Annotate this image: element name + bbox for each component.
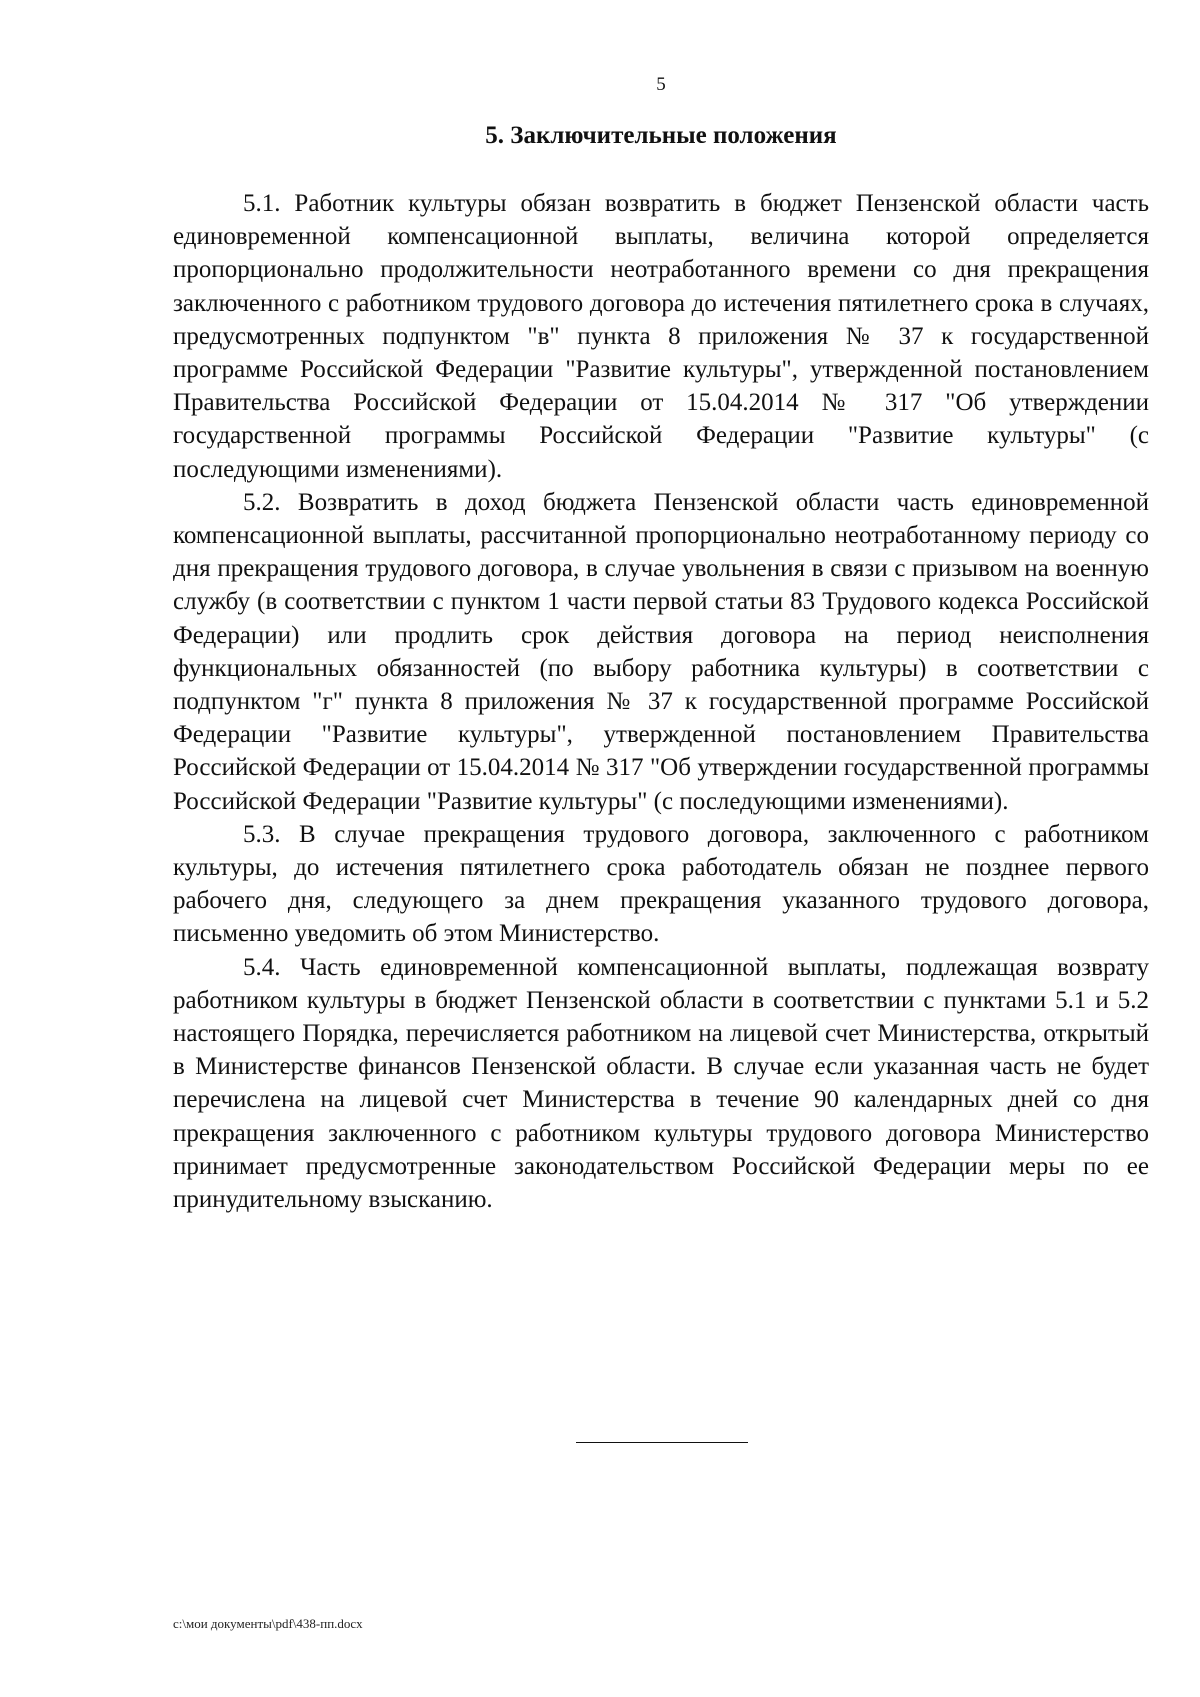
paragraph-5-4: 5.4. Часть единовременной компенсационной выплаты, подлежащая возврату работником культуры в бюджет Пензенской области в соответствии с пунктами 5.1 и 5.2 настоящего Порядка, перечисляется работником на лицевой счет Министерства, открытый в Министерстве финансов Пензенской области. В случае если указанная часть не будет перечислена на лицевой счет Министерства в течение 90 календарных дней со дня прекращения заключенного с работником культуры трудового договора Министерство принимает предусмотренные законодательством Российской Федерации меры по ее принудительному взысканию. <box>173 953 1149 1214</box>
page-number: 5 <box>656 74 666 95</box>
section-title: 5. Заключительные положения <box>485 122 837 149</box>
end-of-document-rule <box>576 1442 748 1443</box>
paragraph-5-1: 5.1. Работник культуры обязан возвратить в бюджет Пензенской области часть единовременной компенсационной выплаты, величина которой определяется пропорционально продолжительности неотработанного времени со дня прекращения заключенного с работником трудового договора до истечения пятилетнего срока в случаях, предусмотренных подпунктом "в" пункта 8 приложения № 37 к государственной программе Российской Федерации "Развитие культуры", утвержденной постановлением Правительства Российской Федерации от 15.04.2014 № 317 "Об утверждении государственной программы Российской Федерации "Развитие культуры" (с последующими изменениями). <box>173 190 1149 483</box>
paragraph-5-3: 5.3. В случае прекращения трудового договора, заключенного с работником культуры, до истечения пятилетнего срока работодатель обязан не позднее первого рабочего дня, следующего за днем прекращения указанного трудового договора, письменно уведомить об этом Министерство. <box>173 820 1149 948</box>
document-body <box>173 187 1149 1216</box>
paragraph-5-2: 5.2. Возвратить в доход бюджета Пензенской области часть единовременной компенсационной выплаты, рассчитанной пропорционально неотработанному периоду со дня прекращения трудового договора, в случае увольнения в связи с призывом на военную службу (в соответствии с пунктом 1 части первой статьи 83 Трудового кодекса Российской Федерации) или продлить срок действия договора на период неисполнения функциональных обязанностей (по выбору работника культуры) в соответствии с подпунктом "г" пункта 8 приложения № 37 к государственной программе Российской Федерации "Развитие культуры", утвержденной постановлением Правительства Российской Федерации от 15.04.2014 № 317 "Об утверждении государственной программы Российской Федерации "Развитие культуры" (с последующими изменениями). <box>173 488 1149 815</box>
footer-file-path: c:\мои документы\pdf\438-пп.docx <box>173 1616 363 1631</box>
